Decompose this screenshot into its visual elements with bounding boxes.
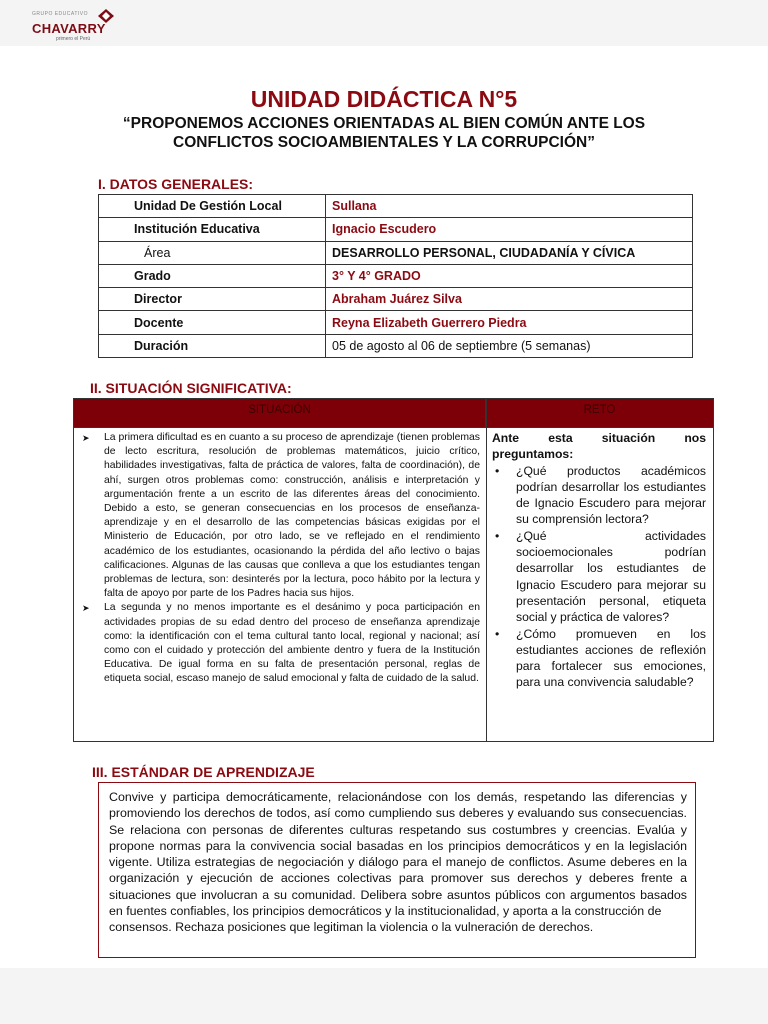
table-row	[99, 241, 693, 264]
row-value: Ignacio Escudero	[326, 218, 693, 241]
row-label: Docente	[99, 311, 326, 334]
reto-questions	[492, 463, 706, 691]
row-label: Grado	[99, 264, 326, 287]
table-row	[99, 311, 693, 334]
estandar-text-end: consensos. Rechaza posiciones que legitiman la violencia o la vulneración de derechos.	[109, 920, 594, 935]
column-divider	[486, 399, 487, 741]
logo	[30, 8, 116, 42]
table-row	[99, 218, 693, 241]
logo-mark-icon	[98, 9, 114, 23]
estandar-heading: III. ESTÁNDAR DE APRENDIZAJE	[92, 764, 315, 780]
datos-heading: I. DATOS GENERALES:	[98, 176, 254, 192]
page-subtitle	[60, 114, 708, 152]
row-label: Duración	[99, 334, 326, 357]
table-row	[99, 288, 693, 311]
arrow-bullet-icon: ➤	[82, 603, 90, 614]
list-item	[80, 601, 480, 686]
subtitle-line-1: “PROPONEMOS ACCIONES ORIENTADAS AL BIEN COMÚN ANTE LOS	[122, 115, 646, 132]
table-row	[99, 334, 693, 357]
situacion-text	[80, 431, 480, 687]
reto-intro: Ante esta situación nos preguntamos:	[492, 431, 706, 462]
logo-tagline: primero el Perú	[56, 36, 91, 42]
situacion-table	[73, 398, 714, 742]
header-divider	[74, 427, 713, 428]
row-value: 3° Y 4° GRADO	[326, 264, 693, 287]
bullet-icon: •	[495, 626, 500, 641]
table-row	[99, 264, 693, 287]
reto-question: ¿Qué productos académicos podrían desarrollar los estudiantes de Ignacio Escudero para mejorar su comprensión lectora?	[516, 463, 706, 527]
datos-table	[98, 194, 693, 358]
list-item	[492, 528, 706, 626]
row-value: 05 de agosto al 06 de septiembre (5 semanas)	[326, 334, 693, 357]
list-item	[492, 463, 706, 528]
list-item	[492, 626, 706, 691]
reto-question: ¿Cómo promueven en los estudiantes acciones de reflexión para fortalecer sus emociones, para una convivencia saludable?	[516, 626, 706, 690]
bullet-icon: •	[495, 463, 500, 478]
row-label: Director	[99, 288, 326, 311]
row-label: Unidad De Gestión Local	[99, 195, 326, 218]
situacion-paragraph: La primera dificultad es en cuanto a su proceso de aprendizaje (tienen problemas de lecto escritura, resolución de problemas matemáticos, juicio crítico, habilidades investigativas, falta de práctica de valores, falta de coordinación), de ahí, surgen otros problemas como: construcción, análisis e interpretación y argumentación frente a un escrito de las diferentes áreas del conocimiento. Debido a esto, se generan consecuencias en los procesos de enseñanza-aprendizaje y en el desarrollo de las competencias básicas exigidas por el Ministerio de Educación, por otro lado, se ve reflejado en el rendimiento académico de los estudiantes, ocasionando la pérdida del año lectivo o bajas calificaciones. Algunas de las causas que conlleva a que los estudiantes tengan problemas de lectura, son: desinterés por la lectura, poco hábito por la lectura y falta de apoyo por parte de los Padres hacia sus hijos.	[104, 432, 480, 600]
situacion-col-header: SITUACIÓN	[74, 399, 486, 427]
reto-text	[492, 430, 706, 691]
situacion-paragraph: La segunda y no menos importante es el desánimo y poca participación en actividades propias de su edad dentro del proceso de enseñanza aprendizaje como: la identificación con el tema cultural tanto local, regional y nacional; así como con el cuidado y protección del ambiente dentro y fuera de la Institución Educativa. De igual forma en su falta de presentación personal, reglas de etiqueta social, escaso manejo de salud emocional y falta de cuidado de la salud.	[104, 602, 480, 685]
situacion-heading: II. SITUACIÓN SIGNIFICATIVA:	[90, 380, 292, 396]
row-value: Abraham Juárez Silva	[326, 288, 693, 311]
row-value: Sullana	[326, 195, 693, 218]
row-label: Institución Educativa	[99, 218, 326, 241]
estandar-box	[98, 782, 696, 958]
subtitle-line-2: CONFLICTOS SOCIOAMBIENTALES Y LA CORRUPCIÓN”	[173, 134, 595, 151]
estandar-text: Convive y participa democráticamente, relacionándose con los demás, respetando las diferencias y promoviendo los derechos de todos, así como cumpliendo sus deberes y evaluando sus consecuencias. Se relaciona con personas de diferentes culturas respetando sus costumbres y creencias. Evalúa y propone normas para la convivencia social basadas en los principios democráticos y en la legislación vigente. Utiliza estrategias de negociación y diálogo para el manejo de conflictos. Asume deberes en la organización y ejecución de acciones colectivas para promover sus derechos y deberes frente a situaciones que involucran a su comunidad. Delibera sobre asuntos públicos con argumentos basados en fuentes confiables, los principios democráticos y la institucionalidad, y aporta a la construcción de	[109, 790, 687, 919]
bottom-band	[0, 968, 768, 1024]
reto-col-header: RETO	[486, 399, 713, 427]
logo-brand: CHAVARRY	[32, 21, 106, 36]
page-title: UNIDAD DIDÁCTICA N°5	[250, 86, 518, 112]
table-row	[99, 195, 693, 218]
bullet-icon: •	[495, 528, 500, 543]
row-value: Reyna Elizabeth Guerrero Piedra	[326, 311, 693, 334]
arrow-bullet-icon: ➤	[82, 433, 90, 443]
list-item	[80, 431, 480, 601]
reto-question: ¿Qué actividades socioemocionales podrían desarrollar los estudiantes de Ignacio Escudero para mejorar su presentación personal, etiqueta social y práctica de valores?	[516, 528, 706, 625]
logo-top-text: GRUPO EDUCATIVO	[32, 11, 89, 17]
row-value: DESARROLLO PERSONAL, CIUDADANÍA Y CÍVICA	[326, 241, 693, 264]
row-label: Área	[99, 241, 326, 264]
